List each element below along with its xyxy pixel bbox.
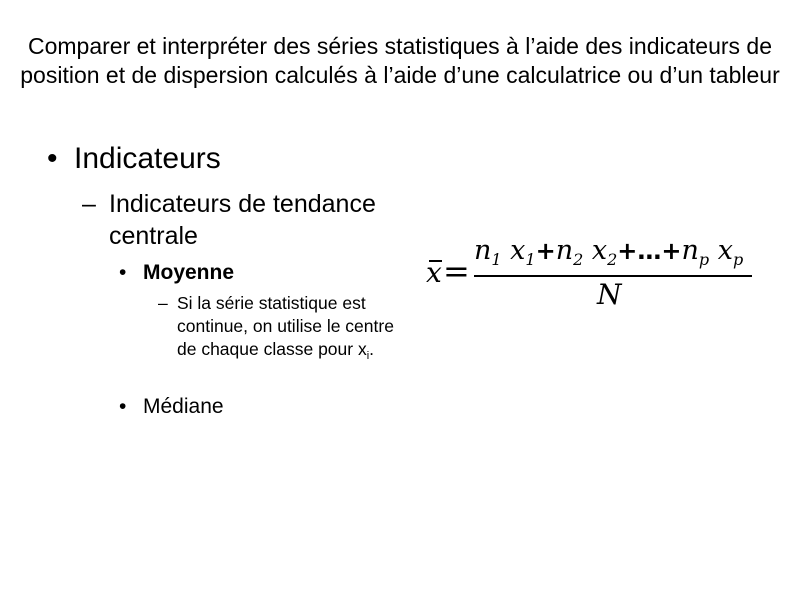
bullet-text: Indicateurs de tendance centrale bbox=[109, 190, 376, 250]
formula-denominator: N bbox=[597, 278, 622, 311]
bullet-text: Indicateurs bbox=[74, 142, 221, 175]
sub-bullet-text bbox=[177, 292, 397, 361]
bullet-marker: • bbox=[47, 142, 58, 175]
bullet-marker: • bbox=[119, 395, 127, 418]
x1: x bbox=[510, 235, 526, 266]
plus-3: + bbox=[661, 237, 682, 265]
plus-1: + bbox=[535, 237, 556, 265]
n2: n bbox=[555, 235, 574, 266]
formula-lhs: x bbox=[426, 256, 442, 289]
sub-bullet-body: Si la série statistique est continue, on utilise le centre de chaque classe pour x bbox=[177, 293, 394, 359]
n1: n bbox=[474, 235, 492, 266]
dash-marker: – bbox=[82, 190, 96, 218]
subscript-i: i bbox=[366, 350, 370, 362]
dash-marker: – bbox=[158, 293, 168, 313]
n1-sub: 1 bbox=[491, 250, 502, 269]
xp: x bbox=[717, 235, 733, 266]
n2-sub: 2 bbox=[573, 250, 584, 269]
mean-formula bbox=[424, 234, 764, 324]
formula-numerator bbox=[474, 234, 743, 268]
x2-sub: 2 bbox=[607, 250, 618, 269]
xp-sub: p bbox=[732, 250, 744, 269]
np-sub: p bbox=[698, 250, 710, 269]
x2: x bbox=[591, 235, 608, 266]
fraction-bar bbox=[474, 275, 752, 277]
bullet-text: Moyenne bbox=[143, 261, 235, 284]
overline-bar bbox=[429, 260, 442, 262]
bullet-marker: • bbox=[119, 261, 127, 284]
slide-title: Comparer et interpréter des séries statistiques à l’aide des indicateurs de position et de dispersion calculés à l’aide d’une calculatrice ou d’un tableur bbox=[20, 33, 780, 88]
plus-2: + bbox=[617, 237, 638, 265]
ellipsis: … bbox=[637, 237, 662, 265]
np: n bbox=[681, 235, 699, 266]
x1-sub: 1 bbox=[525, 250, 536, 269]
formula-equals: = bbox=[443, 252, 470, 290]
sub-bullet-suffix: . bbox=[369, 339, 375, 359]
bullet-text: Médiane bbox=[143, 395, 224, 418]
